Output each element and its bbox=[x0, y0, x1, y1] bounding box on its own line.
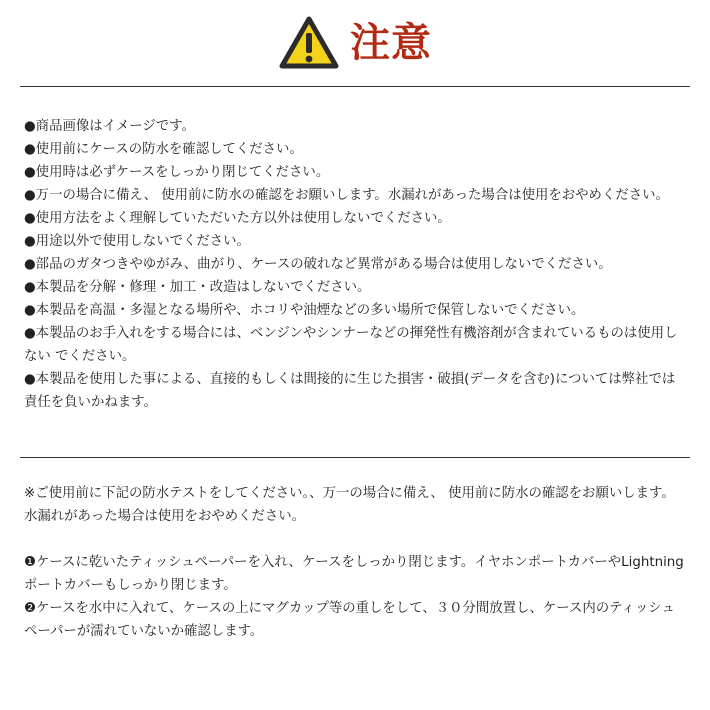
notice-item: ●本製品を高温・多湿となる場所や、ホコリや油煙などの多い場所で保管しないでください。 bbox=[24, 303, 585, 318]
exclamation-dot bbox=[306, 56, 313, 63]
page-title: 注意 bbox=[350, 20, 432, 66]
notice-item: ●使用前にケースの防水を確認してください。 bbox=[24, 142, 303, 157]
notice-item: ●本製品を分解・修理・加工・改造はしないでください。 bbox=[24, 280, 371, 295]
test-step-2: ❷ケースを水中に入れて、ケースの上にマグカップ等の重しをして、３０分間放置し、ケース内のティッシュペーパーが濡れていないか確認します。 bbox=[24, 601, 675, 639]
notice-item: ●使用方法をよく理解していただいた方以外は使用しないでください。 bbox=[24, 211, 451, 226]
section-divider bbox=[20, 457, 690, 458]
notice-list bbox=[24, 115, 688, 414]
notice-item: ●用途以外で使用しないでください。 bbox=[24, 234, 250, 249]
test-intro: ※ご使用前に下記の防水テストをしてください。、万一の場合に備え、 使用前に防水の確認をお願いします。水漏れがあった場合は使用をおやめください。 bbox=[24, 486, 675, 524]
test-step-1: ❶ケースに乾いたティッシュペーパーを入れ、ケースをしっかり閉じます。イヤホンポートカバーやLightningポートカバーもしっかり閉じます。 bbox=[24, 555, 684, 593]
notice-item: ●万一の場合に備え、 使用前に防水の確認をお願いします。水漏れがあった場合は使用をおやめください。 bbox=[24, 188, 669, 203]
warning-triangle-icon bbox=[278, 15, 340, 71]
exclamation-bar bbox=[306, 33, 312, 53]
notice-item: ●部品のガタつきやゆがみ、曲がり、ケースの破れなど異常がある場合は使用しないでください。 bbox=[24, 257, 612, 272]
notice-item: ●商品画像はイメージです。 bbox=[24, 119, 195, 134]
paragraph-spacer bbox=[24, 528, 688, 551]
top-divider bbox=[20, 86, 690, 87]
notice-item: ●本製品を使用した事による、直接的もしくは間接的に生じた損害・破損(データを含む)については弊社では責任を負いかねます。 bbox=[24, 372, 676, 410]
notice-item: ●使用時は必ずケースをしっかり閉じてください。 bbox=[24, 165, 330, 180]
waterproof-test-section bbox=[24, 482, 688, 643]
notice-item: ●本製品のお手入れをする場合には、ベンジンやシンナーなどの揮発性有機溶剤が含まれているものは使用しない でください。 bbox=[24, 326, 678, 364]
page-header bbox=[0, 12, 710, 74]
